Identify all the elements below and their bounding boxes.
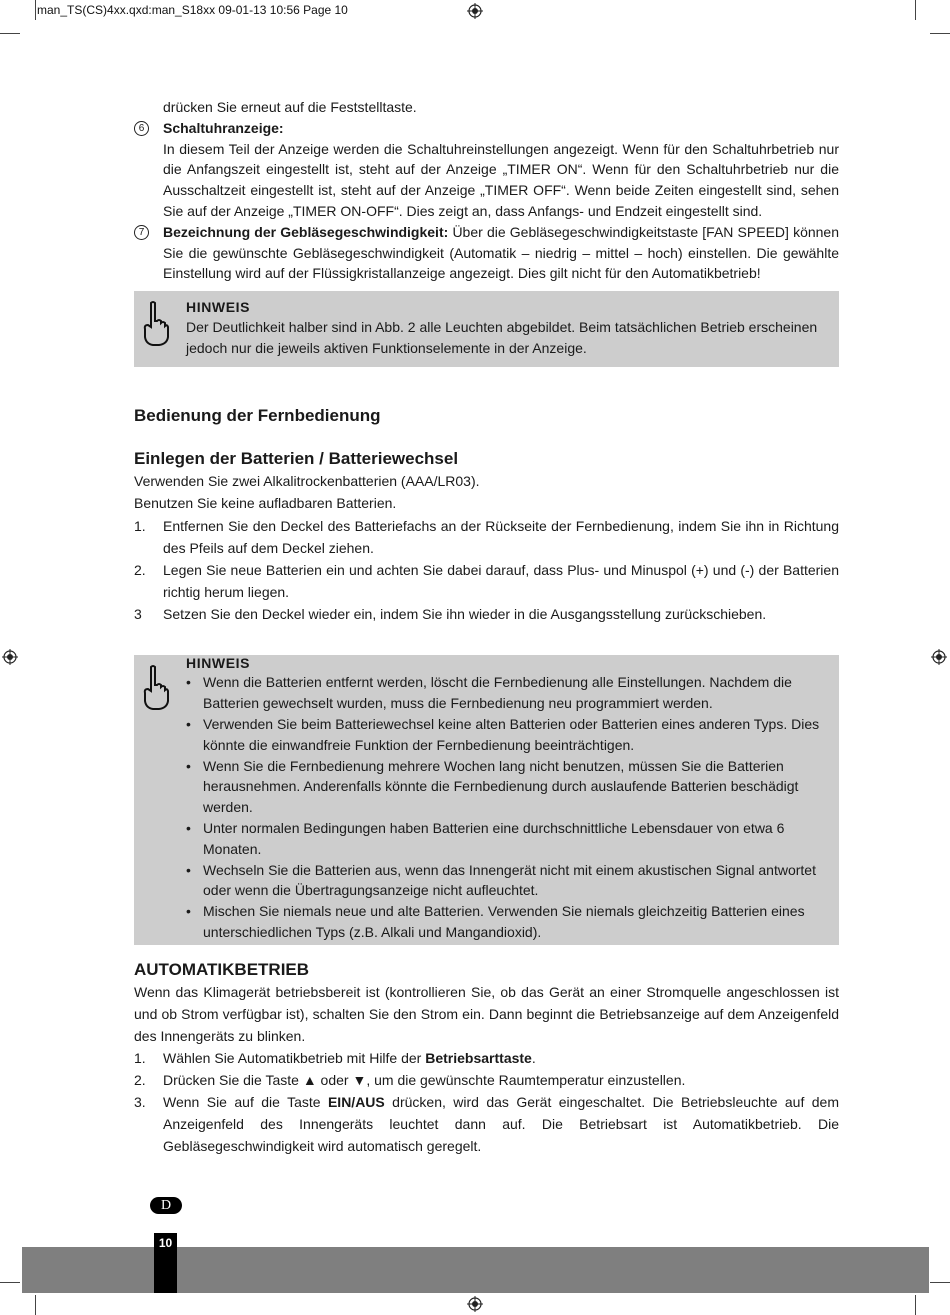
note-title: HINWEIS — [186, 299, 251, 316]
step-number: 1. — [134, 518, 146, 535]
list-item: • Wechseln Sie die Batterien aus, wenn das Innengerät nicht mit einem akustischen Signal antwortet oder wenn die Übertragungsanzeige nicht aufleuchtet. — [186, 860, 825, 902]
registration-mark-icon — [467, 1296, 483, 1312]
step-number: 2. — [134, 1071, 146, 1088]
note-title: HINWEIS — [186, 655, 251, 672]
item-title: Bezeichnung der Gebläsegeschwindigkeit: — [163, 223, 449, 240]
list-item: • Unter normalen Bedingungen haben Batterien eine durchschnittliche Lebensdauer von etwa 6 Monaten. — [186, 818, 825, 860]
step-text: drücken, wird das Gerät eingeschaltet. Die Betriebsleuchte auf dem Anzeigenfeld des Innengeräts leuchtet dann auf. Die Betriebsart ist Automatikbetrieb. Die Gebläsegeschwindigkeit wird automatisch geregelt. — [163, 1093, 840, 1154]
battery-step — [134, 559, 839, 603]
intro-line: drücken Sie erneut auf die Feststelltaste. — [163, 99, 417, 115]
auto-intro: Wenn das Klimagerät betriebsbereit ist (kontrollieren Sie, ob das Gerät an einer Stromquelle angeschlossen ist und ob Strom verfügbar ist), schalten Sie den Strom ein. Dann beginnt die Betriebsanzeige auf dem Anzeigenfeld des Innengeräts zu blinken. — [134, 983, 839, 1044]
pointing-hand-icon — [140, 663, 170, 711]
pointing-hand-icon — [140, 299, 170, 347]
list-item: • Verwenden Sie beim Batteriewechsel keine alten Batterien oder Batterien eines anderen Typs. Dies könnte die einwandfreie Funktion der Fernbedienung beeinträchtigen. — [186, 714, 825, 756]
note-text: Der Deutlichkeit halber sind in Abb. 2 alle Leuchten abgebildet. Beim tatsächlichen Betrieb erscheinen jedoch nur die jeweils aktiven Funktionselemente in der Anzeige. — [186, 319, 818, 356]
step-text: Entfernen Sie den Deckel des Batteriefachs an der Rückseite der Fernbedienung, indem Sie ihn in Richtung des Pfeils auf dem Deckel ziehen. — [163, 518, 839, 557]
item-number: 7 — [134, 225, 149, 240]
crop-mark — [0, 1282, 20, 1283]
battery-intro: Benutzen Sie keine aufladbaren Batterien. — [134, 494, 397, 511]
list-item: • Wenn die Batterien entfernt werden, löscht die Fernbedienung alle Einstellungen. Nachdem die Batterien gewechselt wurden, muss die Fernbedienung neu programmiert werden. — [186, 672, 825, 714]
page-content — [134, 97, 839, 1157]
item-title: Schaltuhranzeige: — [163, 119, 284, 136]
list-item: • Mischen Sie niemals neue und alte Batterien. Verwenden Sie niemals gleichzeitig Batterien eines unterschiedlichen Typs (z.B. Alkali und Mangandioxid). — [186, 901, 825, 943]
heading-auto: AUTOMATIKBETRIEB — [134, 959, 310, 979]
page-number: 10 — [154, 1233, 177, 1293]
step-text: . — [531, 1049, 536, 1066]
note-box — [134, 655, 839, 944]
crop-mark — [0, 33, 20, 34]
item-text: In diesem Teil der Anzeige werden die Schaltuhreinstellungen angezeigt. Wenn für den Schaltuhrbetrieb nur die Anfangszeit eingestellt ist, steht auf der Anzeige „TIMER ON“. Wenn für den Schaltuhrbetrieb nur die Ausschaltzeit eingestellt ist, steht auf der Anzeige „TIMER OFF“. Wenn beide Zeiten eingestellt sind, sehen Sie auf der Anzeige „TIMER ON-OFF“. Dies zeigt an, dass Anfangs- und Endzeit eingestellt sind. — [163, 140, 839, 219]
heading-remote: Bedienung der Fernbedienung — [134, 405, 381, 425]
step-bold: EIN/AUS — [327, 1093, 385, 1110]
auto-step — [134, 1069, 839, 1091]
step-text: Setzen Sie den Deckel wieder ein, indem Sie ihn wieder in die Ausgangsstellung zurückschieben. — [163, 606, 767, 623]
auto-step — [134, 1091, 839, 1157]
step-text: Legen Sie neue Batterien ein und achten Sie dabei darauf, dass Plus- und Minuspol (+) und (-) der Batterien richtig herum liegen. — [163, 562, 839, 601]
step-number: 2. — [134, 562, 146, 579]
registration-mark-icon — [931, 649, 947, 665]
item-number: 6 — [134, 121, 149, 136]
step-number: 1. — [134, 1049, 146, 1066]
battery-step — [134, 603, 839, 625]
item-7 — [134, 222, 839, 284]
registration-mark-icon — [2, 649, 18, 665]
step-bold: Betriebsarttaste — [425, 1049, 532, 1066]
step-text: Drücken Sie die Taste ▲ oder ▼, um die gewünschte Raumtemperatur einzustellen. — [163, 1071, 686, 1088]
print-slug: man_TS(CS)4xx.qxd:man_S18xx 09-01-13 10:56 Page 10 — [37, 3, 348, 17]
heading-batteries: Einlegen der Batterien / Batteriewechsel — [134, 448, 459, 468]
crop-mark — [35, 0, 36, 20]
crop-mark — [930, 1282, 950, 1283]
step-text: Wenn Sie auf die Taste — [163, 1093, 328, 1110]
step-number: 3. — [134, 1093, 146, 1110]
item-text: Über die Gebläsegeschwindigkeitstaste [FAN SPEED] können Sie die gewünschte Gebläsegeschwindigkeit (Automatik – niedrig – mittel – hoch) einstellen. Die gewählte Einstellung wird auf der Flüssigkristallanzeige angezeigt. Dies gilt nicht für den Automatikbetrieb! — [163, 223, 839, 282]
auto-step — [134, 1047, 839, 1069]
item-6 — [134, 118, 839, 222]
battery-intro: Verwenden Sie zwei Alkalitrockenbatterien (AAA/LR03). — [134, 472, 480, 489]
crop-mark — [930, 33, 950, 34]
note-bullets — [186, 672, 825, 942]
crop-mark — [915, 1295, 916, 1315]
registration-mark-icon — [467, 3, 483, 19]
note-box — [134, 291, 839, 367]
language-badge: D — [150, 1197, 182, 1214]
crop-mark — [915, 0, 916, 20]
list-item: • Wenn Sie die Fernbedienung mehrere Wochen lang nicht benutzen, müssen Sie die Batterien herausnehmen. Anderenfalls könnte die Fernbedienung durch auslaufende Batterien beschädigt werden. — [186, 756, 825, 818]
step-text: Wählen Sie Automatikbetrieb mit Hilfe der — [163, 1049, 426, 1066]
crop-mark — [35, 1295, 36, 1315]
step-number: 3 — [134, 606, 142, 623]
battery-step — [134, 515, 839, 559]
